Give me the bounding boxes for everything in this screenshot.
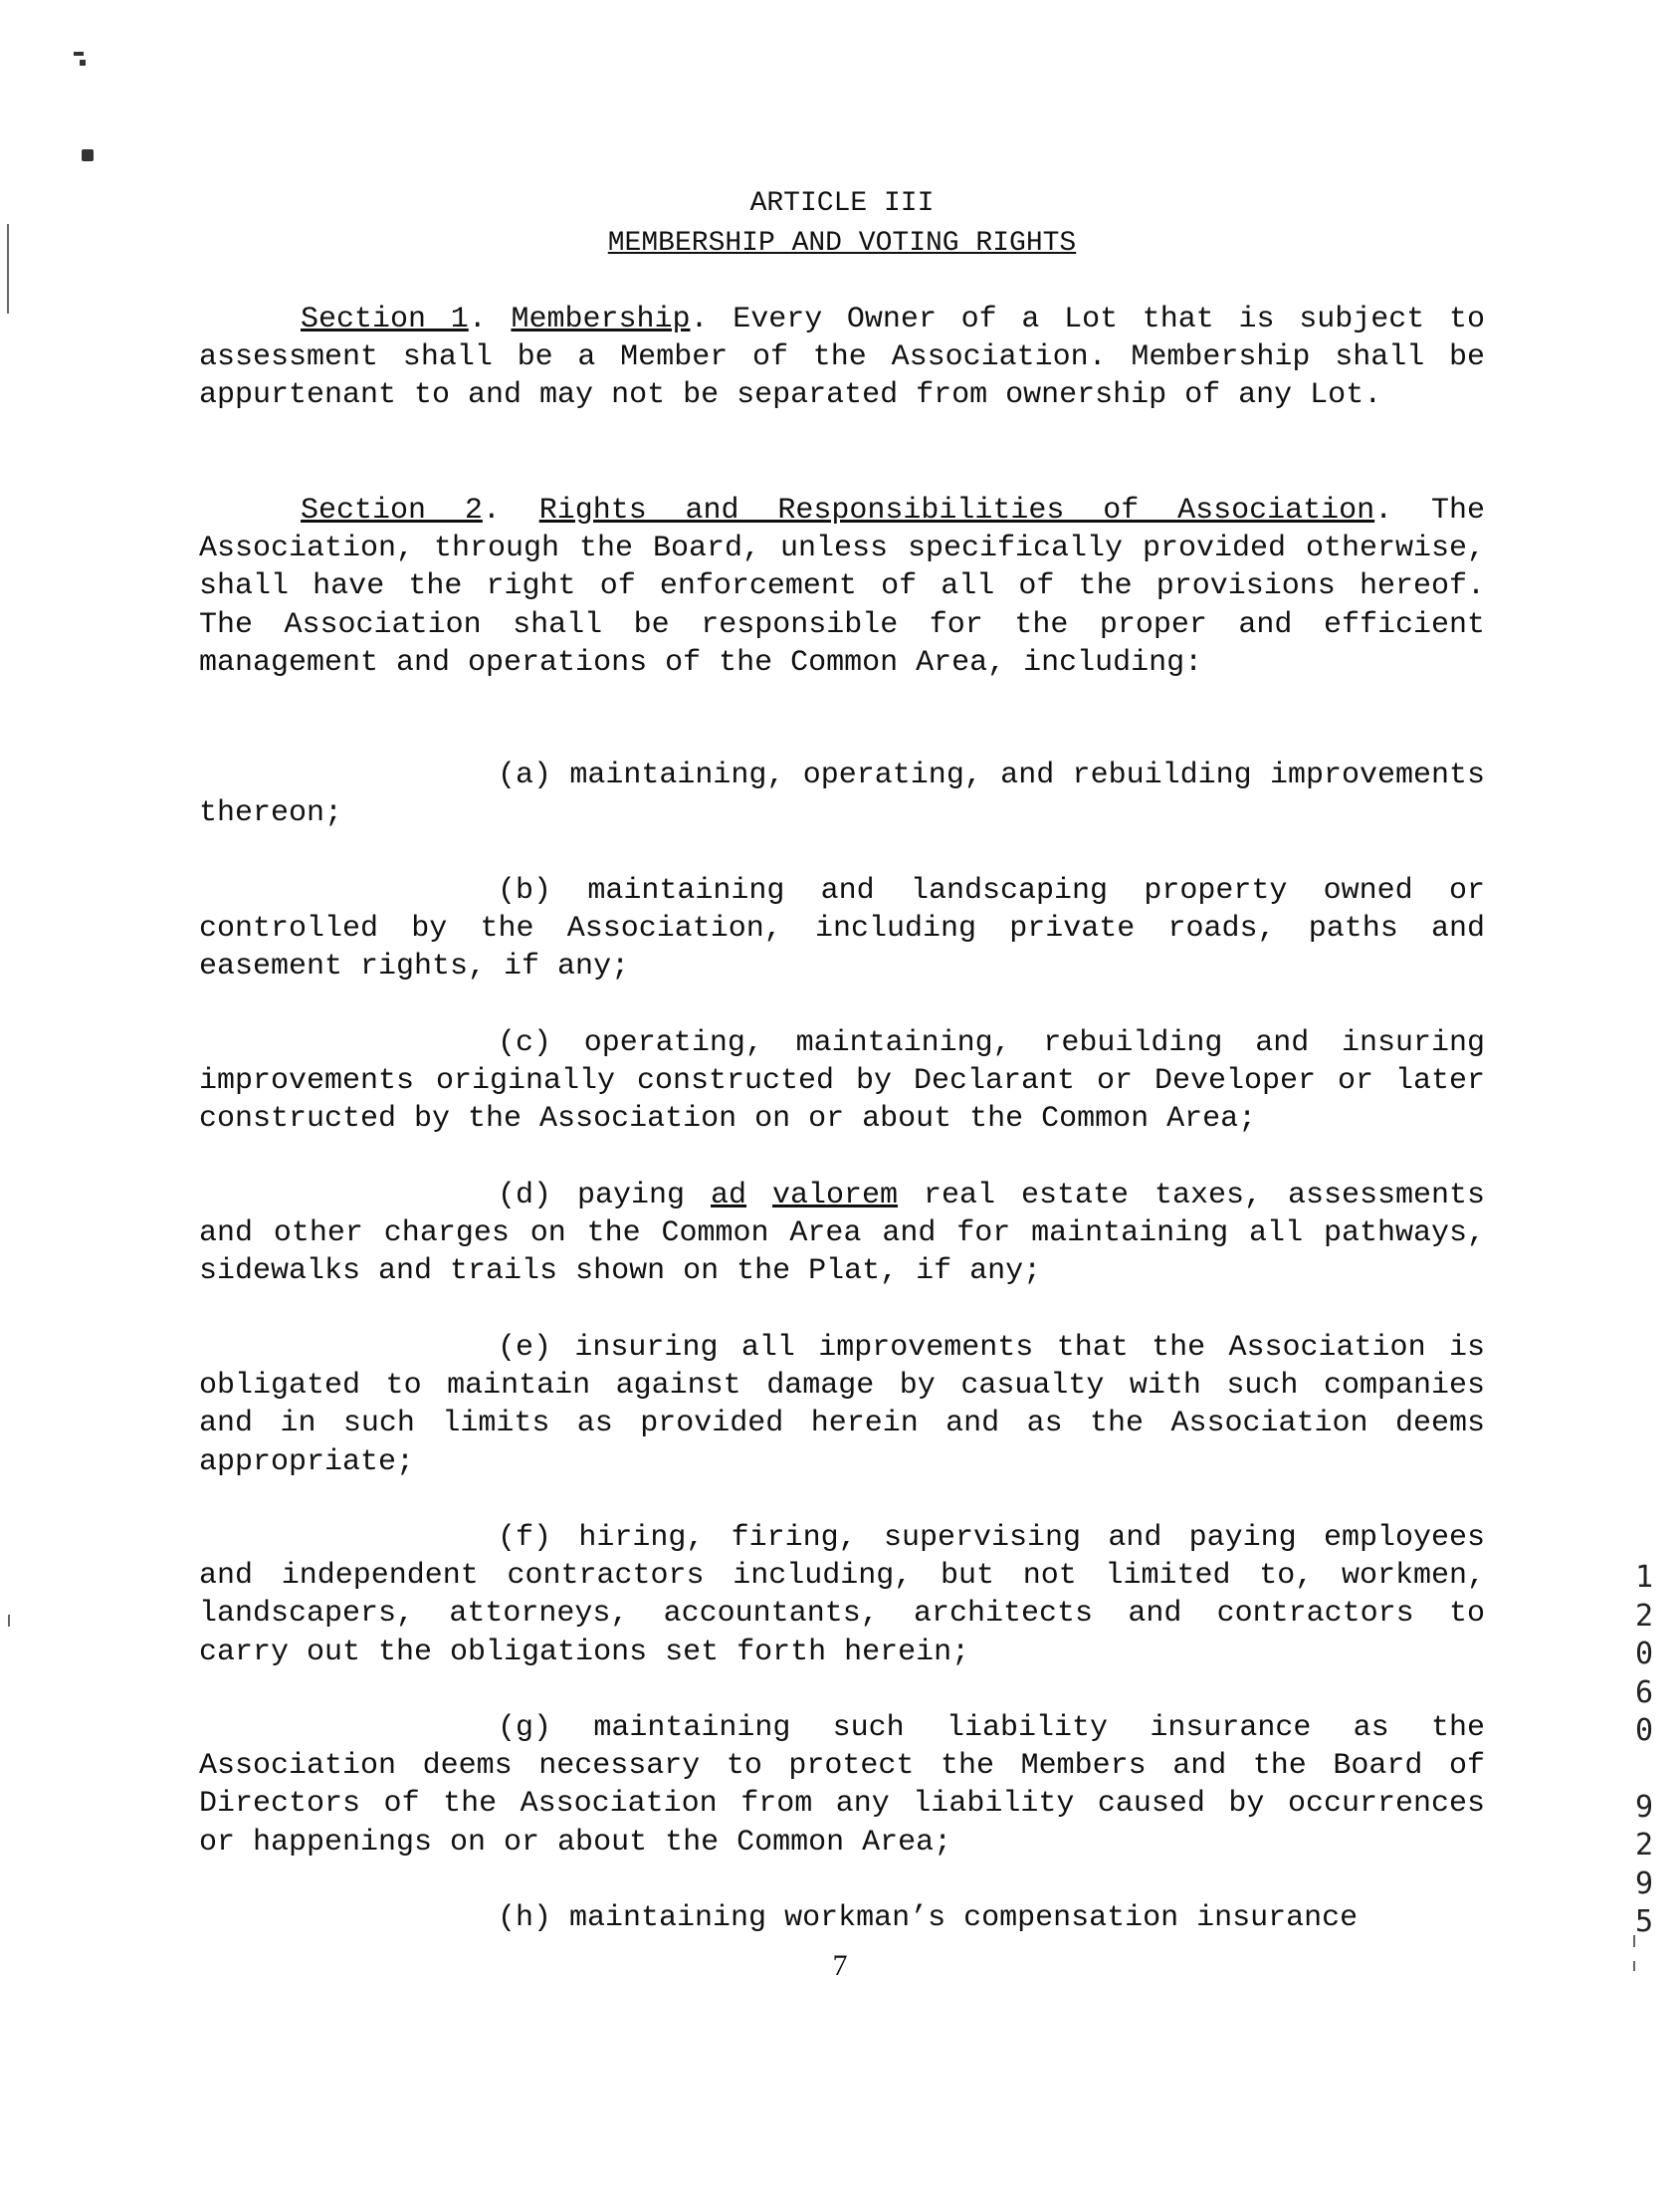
item-text: maintaining and landscaping property owned or controlled by the Association, including private roads, paths and easement rights, if any; — [199, 874, 1485, 985]
stamp-digit: 6 — [1634, 1674, 1654, 1710]
item-text: maintaining such liability insurance as the Association deems necessary to protect the Members and the Board of Directors of the Association from any liability caused by occurrences or happenings on or about the Common Area; — [199, 1711, 1485, 1860]
list-item-e — [199, 1329, 1485, 1481]
stamp-digit: 0 — [1634, 1637, 1654, 1671]
item-marker: (h) — [498, 1901, 552, 1935]
item-marker: (c) — [498, 1026, 552, 1060]
item-text: hiring, firing, supervising and paying employees and independent contractors including, but not limited to, workmen, landscapers, attorneys, accountants, architects and contractors to carry out the obligations set forth herein; — [199, 1521, 1485, 1669]
list-item-a — [199, 757, 1485, 832]
recording-stamp — [1624, 1559, 1664, 1942]
article-title-text: MEMBERSHIP AND VOTING RIGHTS — [607, 228, 1077, 259]
item-text-prefix: paying — [577, 1179, 711, 1212]
stamp-digit: 1 — [1634, 1560, 1654, 1595]
item-marker: (g) — [498, 1711, 552, 1745]
item-text: insuring all improvements that the Association is obligated to maintain against damage by casualty with such companies and in such limits as provided herein and as the Association deems appropriate; — [199, 1331, 1485, 1479]
item-marker: (b) — [498, 874, 552, 908]
item-text: real estate taxes, assessments and other charges on the Common Area and for maintaining all pathways, sidewalks and trails shown on the Plat, if any; — [199, 1179, 1485, 1289]
scan-speck — [80, 60, 86, 66]
section-2-body: The Association, through the Board, unless specifically provided otherwise, shall have the right of enforcement of all of the provisions hereof. The Association shall be responsible for the proper and efficient management and operations of the Common Area, including: — [199, 494, 1485, 680]
stamp-digit: 9 — [1634, 1789, 1654, 1825]
scan-edge-mark — [8, 1615, 10, 1627]
section-1-heading: Membership — [511, 303, 691, 336]
scan-edge-mark — [7, 224, 9, 314]
stamp-digit: 0 — [1634, 1713, 1654, 1748]
list-item-f — [199, 1519, 1485, 1671]
item-marker: (d) — [498, 1179, 552, 1212]
list-item-g — [199, 1709, 1485, 1862]
article-title — [199, 224, 1485, 264]
latin-term-valorem: valorem — [772, 1179, 899, 1212]
list-item-c — [199, 1024, 1485, 1139]
item-marker: (e) — [498, 1331, 552, 1365]
list-item-b — [199, 872, 1485, 986]
item-marker: (f) — [498, 1521, 552, 1555]
section-2-paragraph: Section 2. Rights and Responsibilities of Association. The Association, through the Board, unless specifically provided otherwise, shall have the right of enforcement of all of the provisions hereof. The Association shall be responsible for the proper and efficient management and operations of the Common Area, including: — [199, 494, 1485, 680]
page-number: 7 — [832, 1949, 848, 1982]
item-marker: (a) — [498, 759, 552, 792]
section-1-paragraph: Section 1. Membership. Every Owner of a Lot that is subject to assessment shall be a Member of the Association. Membership shall be appurtenant to and may not be separated from ownership of any Lot. — [199, 303, 1485, 413]
stamp-digit: 2 — [1634, 1598, 1654, 1634]
list-item-h — [199, 1899, 1485, 1937]
stamp-digit: 9 — [1634, 1865, 1654, 1901]
item-text: maintaining workman’s compensation insurance — [569, 1901, 1359, 1935]
list-item-d — [199, 1177, 1485, 1291]
scan-speck — [82, 149, 94, 161]
article-heading: ARTICLE III — [749, 188, 935, 219]
section-1-body: Every Owner of a Lot that is subject to assessment shall be a Member of the Association. Membership shall be appurtenant to and may not be separated from ownership of any Lot. — [199, 303, 1485, 413]
section-2-heading: Rights and Responsibilities of Association — [538, 494, 1375, 528]
item-text: operating, maintaining, rebuilding and insuring improvements originally constructed by Declarant or Developer or later constructed by the Association on or about the Common Area; — [199, 1026, 1485, 1137]
item-text-space — [746, 1179, 772, 1212]
scan-speck — [74, 52, 84, 56]
section-2-label: Section 2 — [301, 494, 483, 528]
stamp-digit: 5 — [1634, 1904, 1654, 1939]
section-1-label: Section 1 — [301, 303, 469, 336]
latin-term-ad: ad — [711, 1179, 747, 1212]
stamp-digit: 2 — [1634, 1828, 1654, 1863]
item-text: maintaining, operating, and rebuilding improvements thereon; — [199, 759, 1485, 831]
